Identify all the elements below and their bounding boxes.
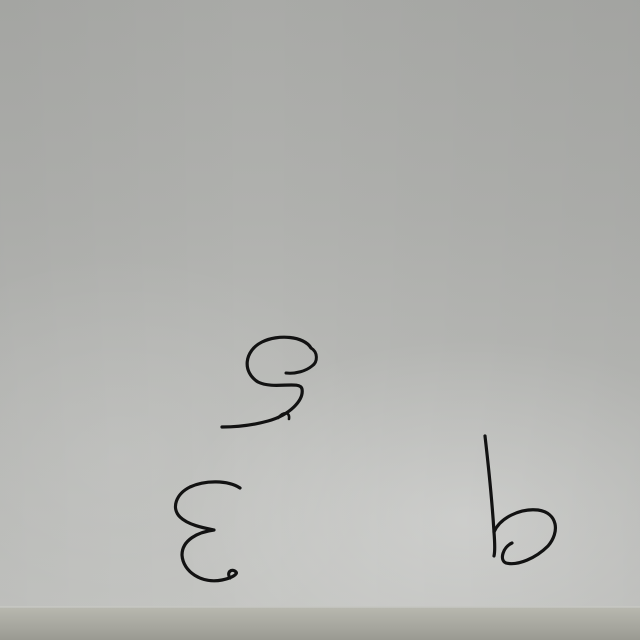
handwritten-s (222, 337, 316, 427)
handwritten-b (485, 436, 555, 564)
handwritten-3 (175, 482, 240, 581)
